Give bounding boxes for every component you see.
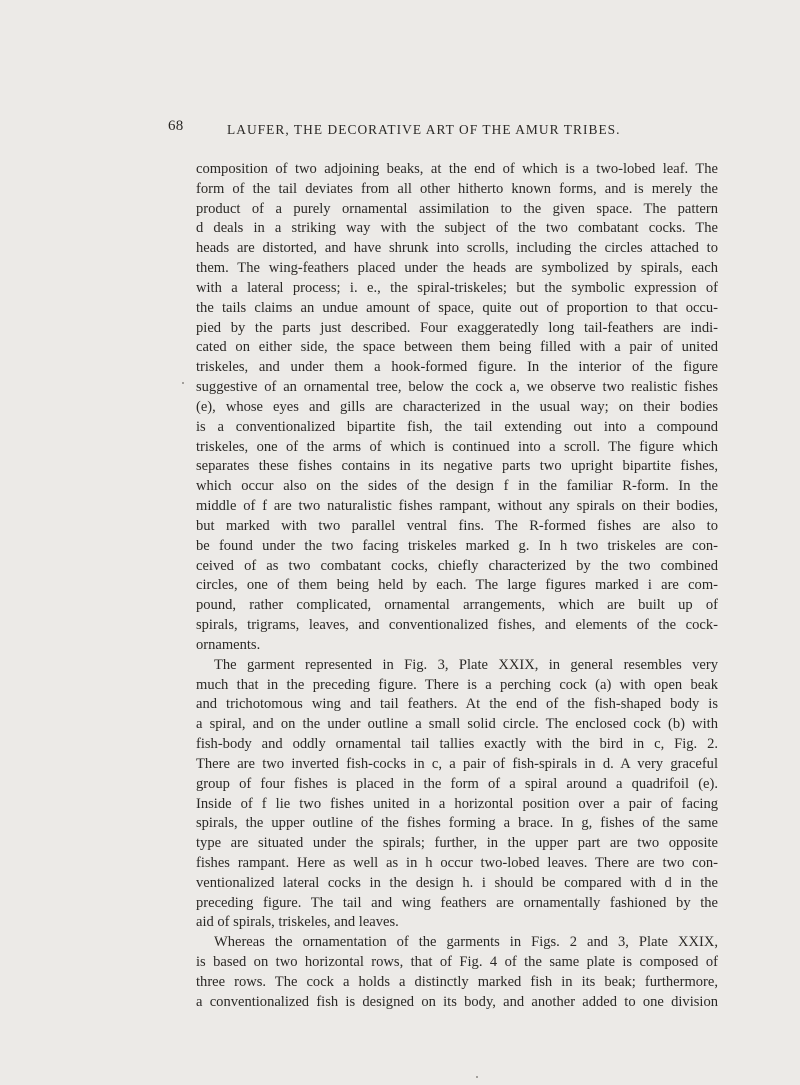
- text-line: separates these fishes contains in its negative parts two upright bipartite fishes,: [196, 458, 718, 475]
- text-line: d deals in a striking way with the subject of the two combatant cocks. The: [196, 220, 718, 237]
- text-line: preceding figure. The tail and wing feathers are ornamentally fashioned by the: [196, 894, 718, 911]
- text-line: ventionalized lateral cocks in the design h. i should be compared with d in the: [196, 874, 718, 891]
- text-line: There are two inverted fish-cocks in c, a pair of fish-spirals in d. A very graceful: [196, 755, 718, 772]
- text-line: a conventionalized fish is designed on its body, and another added to one division: [196, 993, 718, 1010]
- text-line: is based on two horizontal rows, that of Fig. 4 of the same plate is composed of: [196, 954, 718, 971]
- text-line: fishes rampant. Here as well as in h occur two-lobed leaves. There are two con-: [196, 854, 718, 871]
- text-line: but marked with two parallel ventral fins. The R-formed fishes are also to: [196, 517, 718, 534]
- text-line: spirals, trigrams, leaves, and conventionalized fishes, and elements of the cock-: [196, 617, 718, 634]
- body-text: [196, 160, 718, 1013]
- text-line: spirals, the upper outline of the fishes forming a brace. In g, fishes of the same: [196, 815, 718, 832]
- text-line: form of the tail deviates from all other hitherto known forms, and is merely the: [196, 180, 718, 197]
- page-number: 68: [168, 118, 184, 134]
- text-line: them. The wing-feathers placed under the heads are symbolized by spirals, each: [196, 260, 718, 277]
- text-line: ceived of as two combatant cocks, chiefly characterized by the two combined: [196, 557, 718, 574]
- text-line: suggestive of an ornamental tree, below the cock a, we observe two realistic fishes: [196, 379, 718, 396]
- text-line: Whereas the ornamentation of the garments in Figs. 2 and 3, Plate XXIX,: [214, 934, 718, 951]
- text-line: Inside of f lie two fishes united in a horizontal position over a pair of facing: [196, 795, 718, 812]
- text-line: type are situated under the spirals; further, in the upper part are two opposite: [196, 835, 718, 852]
- text-line: fish-body and oddly ornamental tail tallies exactly with the bird in c, Fig. 2.: [196, 736, 718, 753]
- text-line: three rows. The cock a holds a distinctly marked fish in its beak; furthermore,: [196, 973, 718, 990]
- text-line: circles, one of them being held by each. The large figures marked i are com-: [196, 577, 718, 594]
- running-head: LAUFER, THE DECORATIVE ART OF THE AMUR TRIBES.: [227, 122, 621, 137]
- text-line: is a conventionalized bipartite fish, the tail extending out into a compound: [196, 418, 718, 435]
- page-header: [168, 118, 688, 140]
- text-line: composition of two adjoining beaks, at the end of which is a two-lobed leaf. The: [196, 161, 718, 177]
- text-line: and trichotomous wing and tail feathers. At the end of the fish-shaped body is: [196, 696, 718, 713]
- text-line: The garment represented in Fig. 3, Plate XXIX, in general resembles very: [214, 656, 718, 673]
- text-line: triskeles, and under them a hook-formed figure. In the interior of the figure: [196, 359, 718, 376]
- paper-speck: [182, 382, 184, 384]
- text-line: with a lateral process; i. e., the spiral-triskeles; but the symbolic expression of: [196, 279, 718, 296]
- text-line: (e), whose eyes and gills are characterized in the usual way; on their bodies: [196, 398, 718, 415]
- text-line: be found under the two facing triskeles marked g. In h two triskeles are con-: [196, 537, 718, 554]
- text-line: aid of spirals, triskeles, and leaves.: [196, 914, 399, 931]
- text-line: pied by the parts just described. Four exaggeratedly long tail-feathers are indi-: [196, 319, 718, 336]
- text-line: triskeles, one of the arms of which is continued into a scroll. The figure which: [196, 438, 718, 455]
- text-line: group of four fishes is placed in the form of a spiral around a quadrifoil (e).: [196, 775, 718, 792]
- text-line: which occur also on the sides of the design f in the familiar R-form. In the: [196, 478, 718, 495]
- text-line: much that in the preceding figure. There is a perching cock (a) with open beak: [196, 676, 718, 693]
- text-line: a spiral, and on the under outline a small solid circle. The enclosed cock (b) with: [196, 716, 718, 733]
- text-line: ornaments.: [196, 636, 261, 653]
- text-line: the tails claims an undue amount of space, quite out of proportion to that occu-: [196, 299, 718, 316]
- paper-speck: [476, 1076, 478, 1078]
- text-line: cated on either side, the space between them being filled with a pair of united: [196, 339, 718, 356]
- text-line: product of a purely ornamental assimilation to the given space. The pattern: [196, 200, 718, 217]
- text-line: pound, rather complicated, ornamental arrangements, which are built up of: [196, 597, 718, 614]
- text-line: heads are distorted, and have shrunk into scrolls, including the circles attached to: [196, 240, 718, 257]
- text-line: middle of f are two naturalistic fishes rampant, without any spirals on their bodies,: [196, 498, 718, 515]
